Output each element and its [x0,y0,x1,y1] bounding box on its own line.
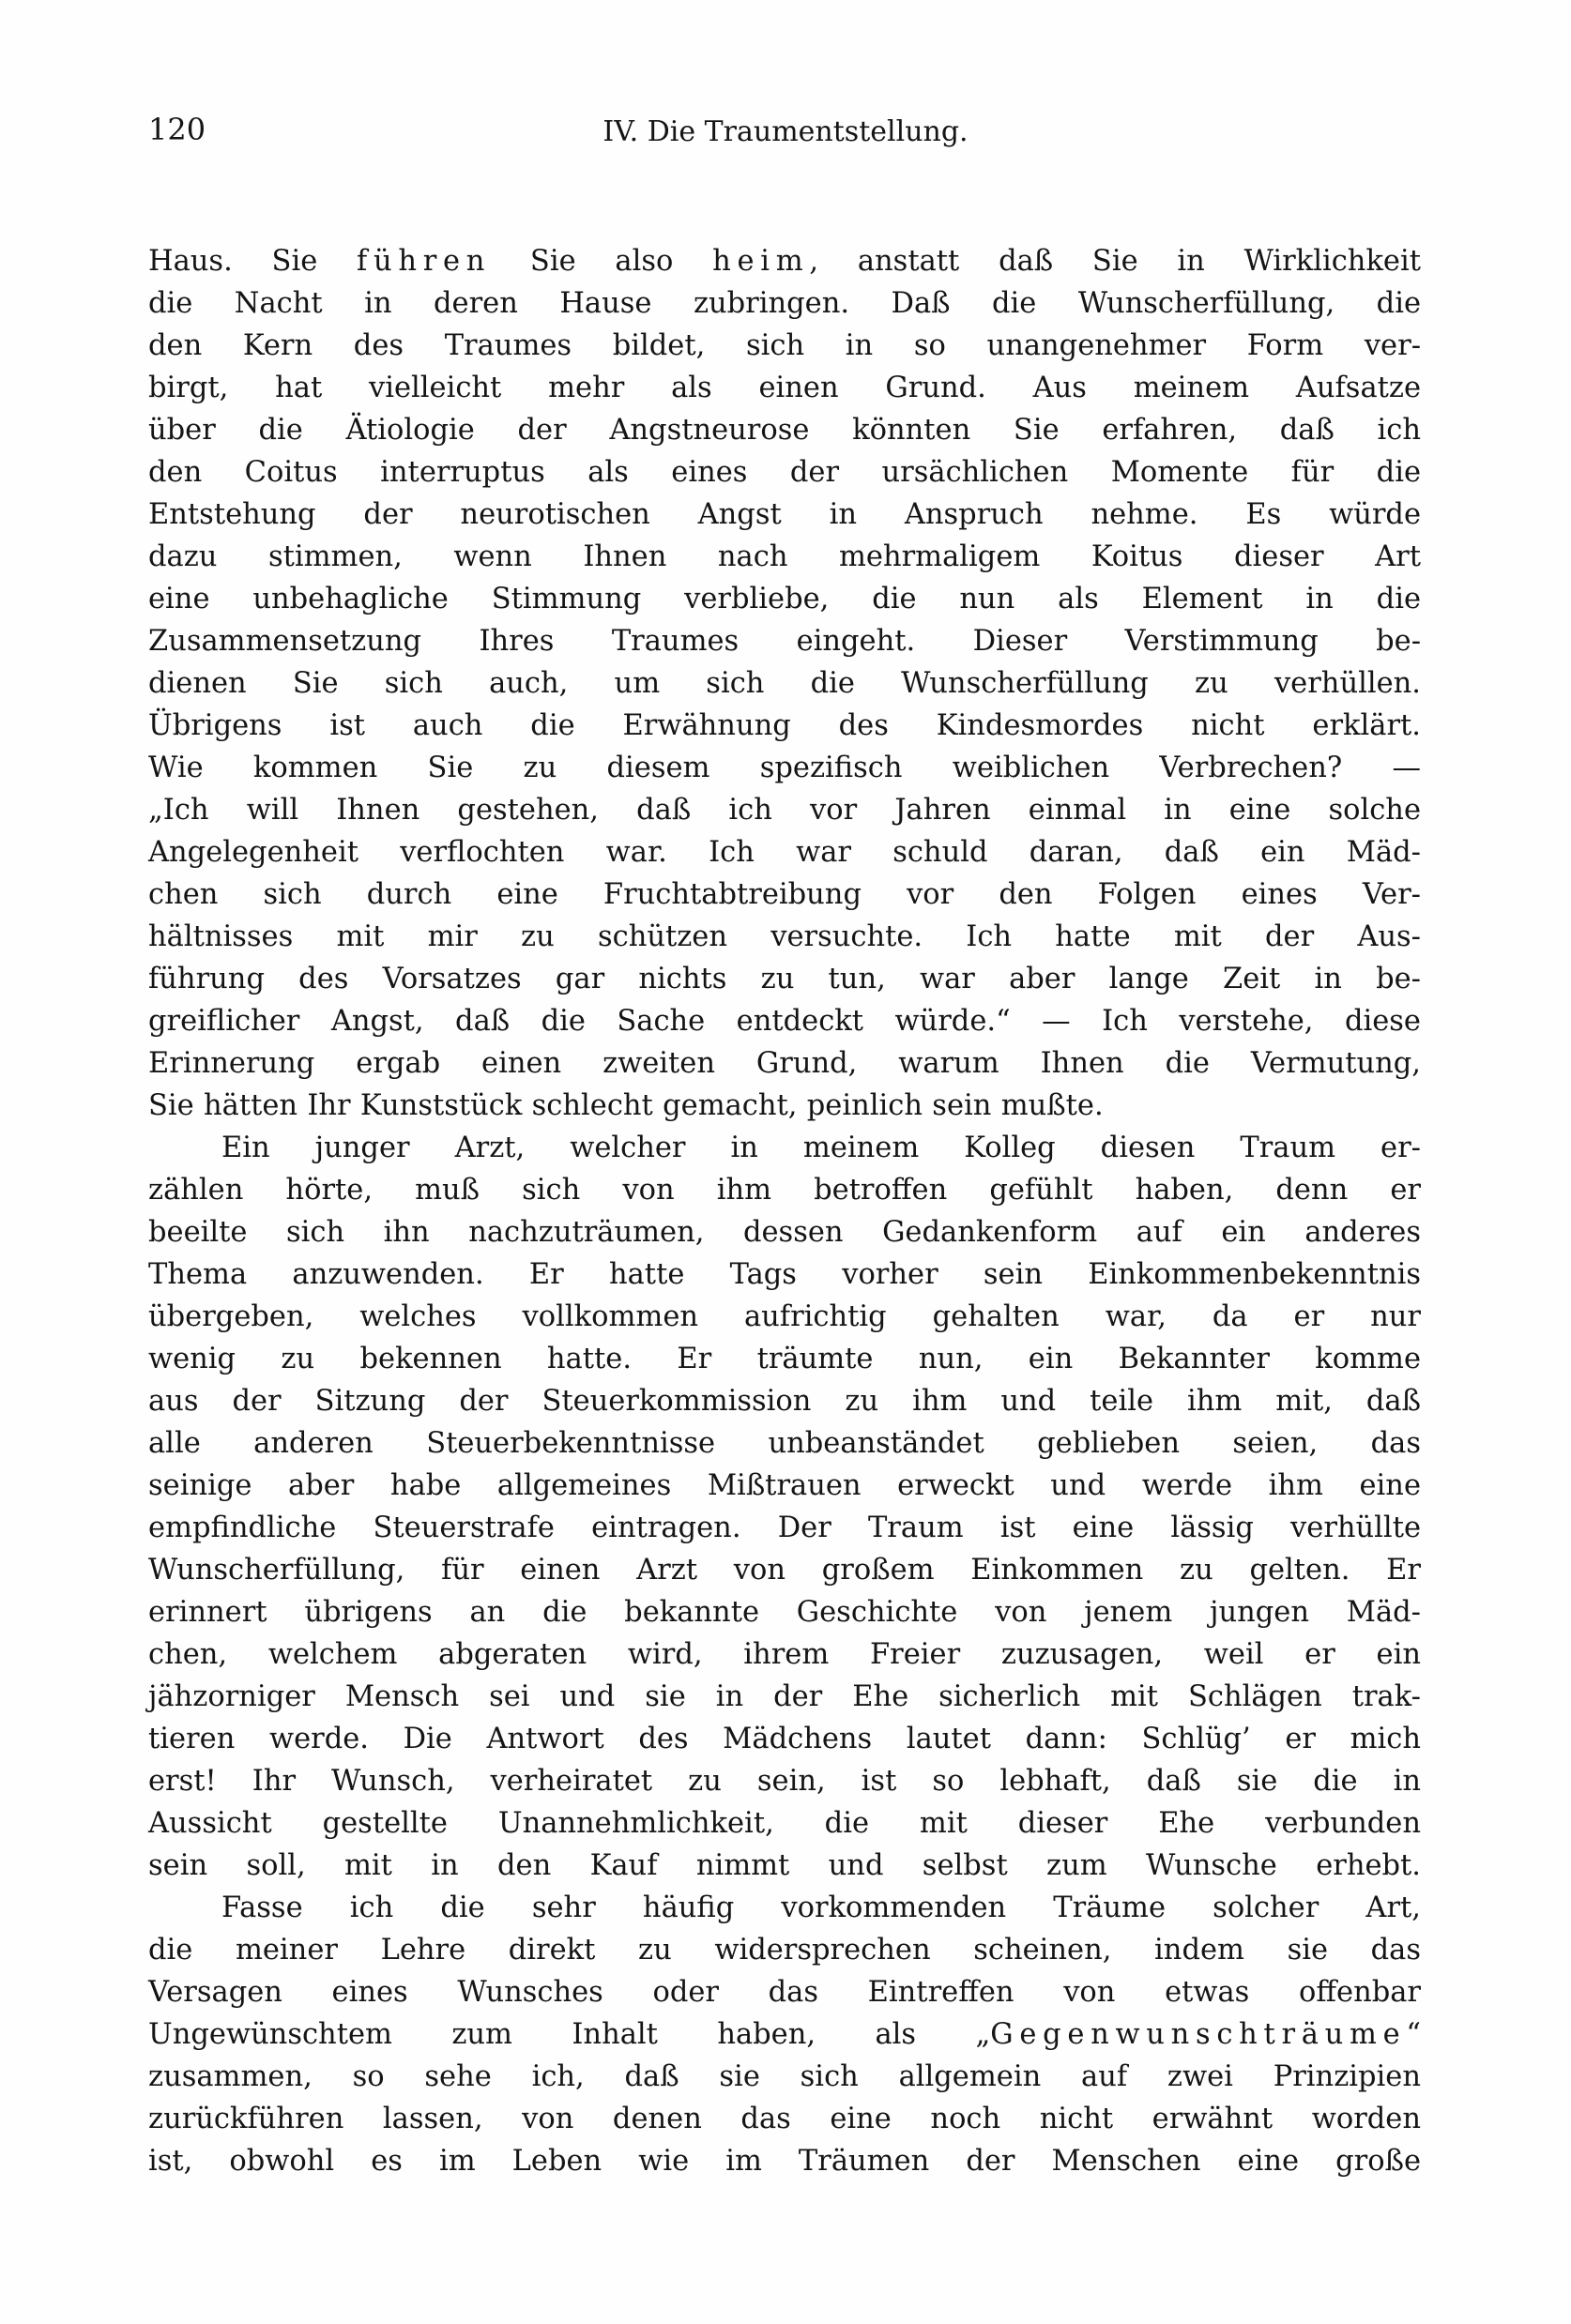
text-line: führung des Vorsatzes gar nichts zu tun, war aber lange Zeit in be- [148,963,1421,995]
text-line: Haus. Sie führen Sie also heim, anstatt daß Sie in Wirklichkeit [148,245,1421,278]
text-line: Wie kommen Sie zu diesem spezifisch weiblichen Verbrechen? — [148,752,1421,784]
text-line: übergeben, welches vollkommen aufrichtig gehalten war, da er nur [148,1300,1421,1333]
text-line: empfindliche Steuerstrafe eintragen. Der Traum ist eine lässig verhüllte [148,1511,1421,1544]
text-line: Zusammensetzung Ihres Traumes eingeht. Dieser Verstimmung be- [148,625,1421,658]
text-line: Fasse ich die sehr häufig vorkommenden Träume solcher Art, [221,1891,1421,1924]
text-line: birgt, hat vielleicht mehr als einen Grund. Aus meinem Aufsatze [148,372,1421,404]
text-line: zusammen, so sehe ich, daß sie sich allgemein auf zwei Prinzipien [148,2060,1421,2093]
text-line: beeilte sich ihn nachzuträumen, dessen Gedankenform auf ein anderes [148,1216,1421,1249]
text-line: Aussicht gestellte Unannehmlichkeit, die mit dieser Ehe verbunden [148,1807,1421,1840]
text-line: greiflicher Angst, daß die Sache entdeckt würde.“ — Ich verstehe, diese [148,1005,1421,1038]
text-line: Wunscherfüllung, für einen Arzt von großem Einkommen zu gelten. Er [148,1554,1421,1587]
text-line: Übrigens ist auch die Erwähnung des Kindesmordes nicht erklärt. [148,709,1421,742]
text-line: seinige aber habe allgemeines Mißtrauen erweckt und werde ihm eine [148,1469,1421,1502]
text-line: den Coitus interruptus als eines der ursächlichen Momente für die [148,456,1421,489]
text-line: Entstehung der neurotischen Angst in Anspruch nehme. Es würde [148,498,1421,531]
text-line: erst! Ihr Wunsch, verheiratet zu sein, ist so lebhaft, daß sie die in [148,1765,1421,1798]
text-line: Sie hätten Ihr Kunststück schlecht gemacht, peinlich sein mußte. [148,1089,1104,1122]
text-line: Erinnerung ergab einen zweiten Grund, warum Ihnen die Vermutung, [148,1047,1421,1080]
text-line: eine unbehagliche Stimmung verbliebe, die nun als Element in die [148,583,1421,615]
text-line: den Kern des Traumes bildet, sich in so unangenehmer Form ver- [148,329,1421,362]
text-line: jähzorniger Mensch sei und sie in der Ehe sicherlich mit Schlägen trak- [148,1680,1421,1713]
text-line: aus der Sitzung der Steuerkommission zu ihm und teile ihm mit, daß [148,1385,1421,1418]
letterspaced-word: Gegenwunschträume [990,2018,1407,2051]
text-line: die Nacht in deren Hause zubringen. Daß die Wunscherfüllung, die [148,287,1421,320]
text-line: zurückführen lassen, von denen das eine noch nicht erwähnt worden [148,2103,1421,2135]
text-line: dienen Sie sich auch, um sich die Wunscherfüllung zu verhüllen. [148,667,1421,700]
text-line: „Ich will Ihnen gestehen, daß ich vor Jahren einmal in eine solche [148,794,1421,827]
text-block [148,240,1421,2182]
text-line: zählen hörte, muß sich von ihm betroffen gefühlt haben, denn er [148,1174,1421,1207]
text-line: hältnisses mit mir zu schützen versuchte. Ich hatte mit der Aus- [148,920,1421,953]
text-line: Thema anzuwenden. Er hatte Tags vorher sein Einkommenbekenntnis [148,1258,1421,1291]
text-line: sein soll, mit in den Kauf nimmt und selbst zum Wunsche erhebt. [148,1849,1421,1882]
text-line: ist, obwohl es im Leben wie im Träumen der Menschen eine große [148,2145,1421,2178]
letterspaced-word: heim [712,245,810,278]
paragraph [148,1127,1421,1887]
text-line: Ein junger Arzt, welcher in meinem Kolleg diesen Traum er- [221,1132,1421,1164]
paragraph [148,1887,1421,2182]
page-number: 120 [148,112,206,147]
text-line: die meiner Lehre direkt zu widersprechen scheinen, indem sie das [148,1934,1421,1967]
text-line: wenig zu bekennen hatte. Er träumte nun, ein Bekannter komme [148,1343,1421,1375]
text-line: über die Ätiologie der Angstneurose könnten Sie erfahren, daß ich [148,414,1421,447]
text-line: alle anderen Steuerbekenntnisse unbeanständet geblieben seien, das [148,1427,1421,1460]
text-line: tieren werde. Die Antwort des Mädchens lautet dann: Schlüg’ er mich [148,1723,1421,1755]
text-line: Ungewünschtem zum Inhalt haben, als „Gegenwunschträume“ [148,2018,1421,2051]
paragraph [148,240,1421,1127]
text-line: dazu stimmen, wenn Ihnen nach mehrmaligem Koitus dieser Art [148,540,1421,573]
text-line: Versagen eines Wunsches oder das Eintreffen von etwas offenbar [148,1976,1421,2009]
text-line: Angelegenheit verflochten war. Ich war schuld daran, daß ein Mäd- [148,836,1421,869]
text-line: chen, welchem abgeraten wird, ihrem Freier zuzusagen, weil er ein [148,1638,1421,1671]
letterspaced-word: führen [357,245,492,278]
text-line: erinnert übrigens an die bekannte Geschichte von jenem jungen Mäd- [148,1596,1421,1629]
running-header: IV. Die Traumentstellung. [602,115,969,148]
text-line: chen sich durch eine Fruchtabtreibung vor den Folgen eines Ver- [148,878,1421,911]
